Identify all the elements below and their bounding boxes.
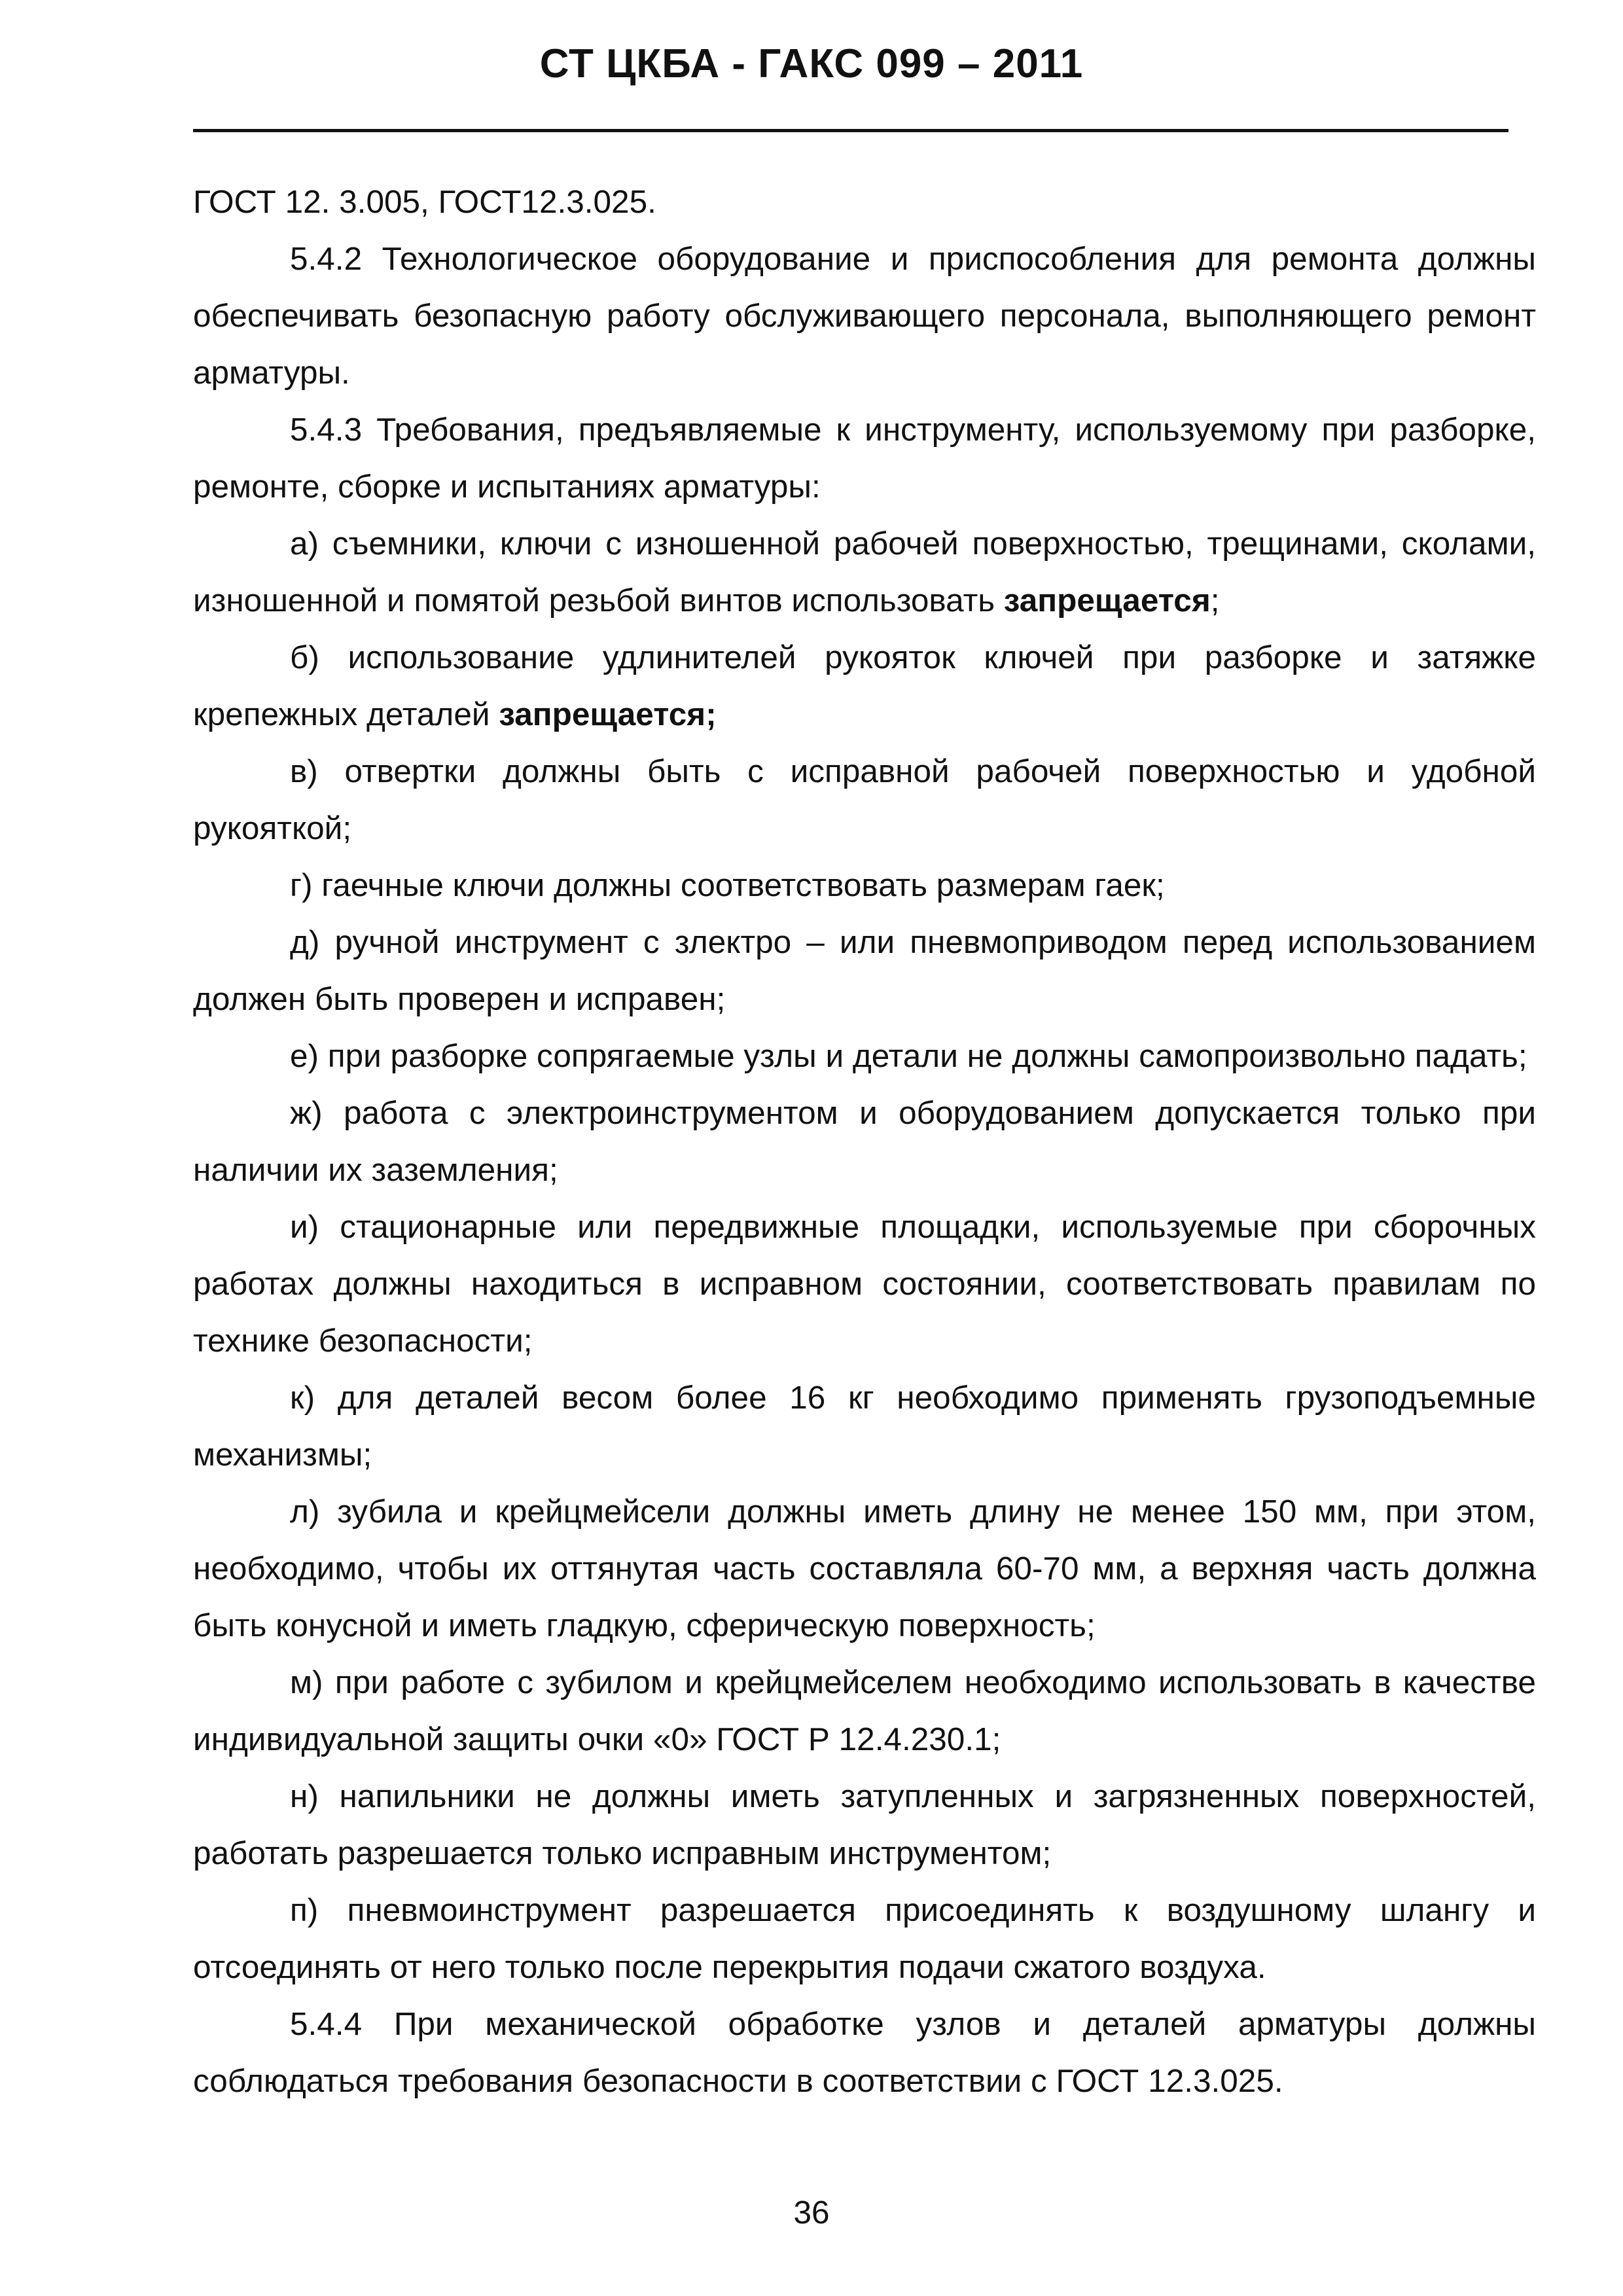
list-item-a-end: ;: [1210, 583, 1220, 619]
list-item-l: л) зубила и крейцмейсели должны иметь длину не менее 150 мм, при этом, необходимо, чтобы их оттянутая часть составляла 60-70 мм, а верхняя часть должна быть конусной и иметь гладкую, сферическую поверхность;: [193, 1494, 1536, 1643]
list-item-a: [193, 515, 1536, 629]
paragraph-5-4-3: 5.4.3 Требования, предъявляемые к инструменту, используемому при разборке, ремонте, сборке и испытаниях арматуры:: [193, 412, 1536, 505]
list-item-b-text: б) использование удлинителей рукояток ключей при разборке и затяжке крепежных деталей: [193, 639, 1536, 732]
list-item-b-emphasis: запрещается;: [499, 696, 717, 732]
list-item-a-text: а) съемники, ключи с изношенной рабочей поверхностью, трещинами, сколами, изношенной и помятой резьбой винтов использовать: [193, 526, 1536, 619]
list-item-zh: ж) работа с электроинструментом и оборудованием допускается только при наличии их заземления;: [193, 1095, 1536, 1188]
paragraph-5-4-4: 5.4.4 При механической обработке узлов и деталей арматуры должны соблюдаться требования безопасности в соответствии с ГОСТ 12.3.025.: [193, 2006, 1536, 2099]
list-item-k: к) для деталей весом более 16 кг необходимо применять грузоподъемные механизмы;: [193, 1380, 1536, 1473]
paragraph-5-4-2: 5.4.2 Технологическое оборудование и приспособления для ремонта должны обеспечивать безопасную работу обслуживающего персонала, выполняющего ремонт арматуры.: [193, 241, 1536, 391]
list-item-d: д) ручной инструмент с злектро – или пневмоприводом перед использованием должен быть проверен и исправен;: [193, 924, 1536, 1017]
page-number: 36: [793, 2195, 830, 2231]
list-item-g: г) гаечные ключи должны соответствовать размерам гаек;: [290, 867, 1165, 903]
document-header-title: СТ ЦКБА - ГАКС 099 – 2011: [539, 41, 1084, 86]
list-item-n: н) напильники не должны иметь затупленных и загрязненных поверхностей, работать разрешается только исправным инструментом;: [193, 1778, 1536, 1871]
list-item-b: [193, 629, 1536, 743]
document-body: [193, 173, 1536, 2109]
header-divider: [193, 129, 1508, 132]
list-item-m: м) при работе с зубилом и крейцмейселем необходимо использовать в качестве индивидуальной защиты очки «0» ГОСТ Р 12.4.230.1;: [193, 1664, 1536, 1757]
list-item-v: в) отвертки должны быть с исправной рабочей поверхностью и удобной рукояткой;: [193, 753, 1536, 846]
list-item-a-emphasis: запрещается: [1003, 583, 1211, 619]
list-item-p: п) пневмоинструмент разрешается присоединять к воздушному шлангу и отсоединять от него только после перекрытия подачи сжатого воздуха.: [193, 1892, 1536, 1985]
paragraph-gost-refs: ГОСТ 12. 3.005, ГОСТ12.3.025.: [193, 184, 656, 220]
list-item-e: е) при разборке сопрягаемые узлы и детали не должны самопроизвольно падать;: [290, 1038, 1527, 1074]
list-item-i: и) стационарные или передвижные площадки, используемые при сборочных работах должны находиться в исправном состоянии, соответствовать правилам по технике безопасности;: [193, 1209, 1536, 1359]
